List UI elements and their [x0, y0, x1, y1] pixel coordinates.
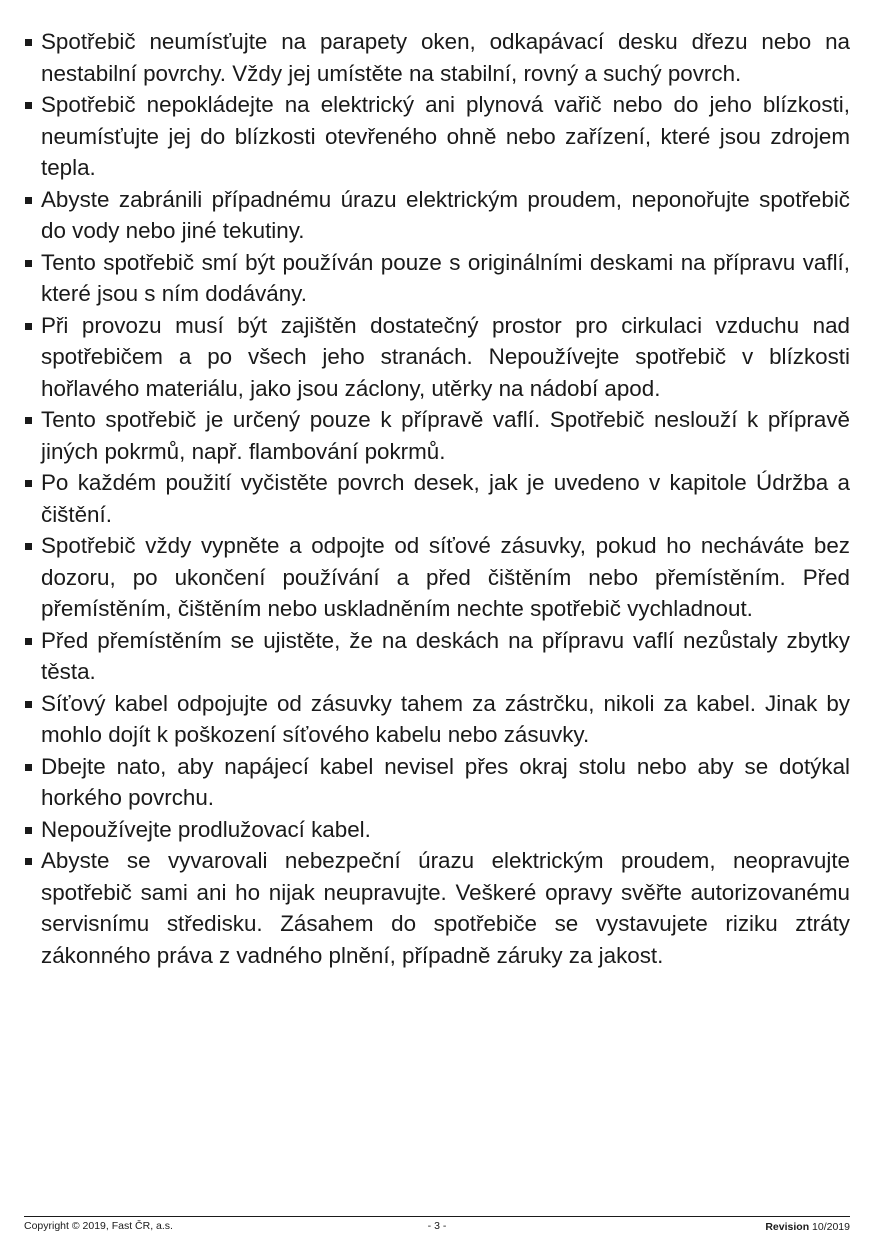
list-item-text: Spotřebič vždy vypněte a odpojte od síťové zásuvky, pokud ho necháváte bez dozoru, po ukončení používání a před čištěním nebo přemístěním. Před přemístěním, čištěním nebo uskladněním nechte spotřebič vychladnout. [41, 533, 850, 621]
square-bullet-icon [25, 701, 32, 708]
page-content [24, 26, 850, 971]
list-item-text: Tento spotřebič je určený pouze k přípravě vaflí. Spotřebič neslouží k přípravě jiných pokrmů, např. flambování pokrmů. [41, 407, 850, 464]
revision-label: Revision [765, 1221, 810, 1233]
revision-info [765, 1220, 850, 1234]
safety-instructions-list [24, 26, 850, 971]
square-bullet-icon [25, 858, 32, 865]
list-item-text: Spotřebič nepokládejte na elektrický ani plynová vařič nebo do jeho blízkosti, neumísťujte jej do blízkosti otevřeného ohně nebo zařízení, které jsou zdrojem tepla. [41, 92, 850, 180]
square-bullet-icon [25, 764, 32, 771]
list-item [24, 625, 850, 688]
list-item-text: Síťový kabel odpojujte od zásuvky tahem za zástrčku, nikoli za kabel. Jinak by mohlo dojít k poškození síťového kabelu nebo zásuvky. [41, 690, 850, 747]
list-item [24, 751, 850, 814]
square-bullet-icon [25, 417, 32, 424]
square-bullet-icon [25, 323, 32, 330]
list-item-text: Nepoužívejte prodlužovací kabel. [41, 816, 371, 842]
square-bullet-icon [25, 260, 32, 267]
list-item [24, 310, 850, 405]
list-item [24, 89, 850, 184]
revision-value: 10/2019 [812, 1221, 850, 1233]
list-item [24, 247, 850, 310]
list-item-text: Před přemístěním se ujistěte, že na deskách na přípravu vaflí nezůstaly zbytky těsta. [41, 627, 850, 684]
square-bullet-icon [25, 543, 32, 550]
list-item [24, 467, 850, 530]
list-item-text: Při provozu musí být zajištěn dostatečný prostor pro cirkulaci vzduchu nad spotřebičem a po všech jeho stranách. Nepoužívejte spotřebič v blízkosti hořlavého materiálu, jako jsou záclony, utěrky na nádobí apod. [41, 312, 850, 401]
list-item-text: Tento spotřebič smí být používán pouze s originálními deskami na přípravu vaflí, které jsou s ním dodávány. [41, 249, 850, 306]
list-item [24, 26, 850, 89]
list-item [24, 184, 850, 247]
square-bullet-icon [25, 480, 32, 487]
list-item-text: Abyste se vyvarovali nebezpeční úrazu elektrickým proudem, neopravujte spotřebič sami ani ho nijak neupravujte. Veškeré opravy svěřte autorizovanému servisnímu středisku. Zásahem do spotřebiče se vystavujete riziku ztráty zákonného práva z vadného plnění, případně záruky za jakost. [41, 848, 850, 968]
list-item-text: Abyste zabránili případnému úrazu elektrickým proudem, neponořujte spotřebič do vody nebo jiné tekutiny. [41, 186, 850, 243]
list-item [24, 814, 850, 846]
square-bullet-icon [25, 102, 32, 109]
square-bullet-icon [25, 197, 32, 204]
list-item [24, 845, 850, 971]
square-bullet-icon [25, 39, 32, 46]
page-footer [24, 1216, 850, 1233]
copyright-notice: Copyright © 2019, Fast ČR, a.s. [24, 1220, 173, 1232]
list-item-text: Spotřebič neumísťujte na parapety oken, odkapávací desku dřezu nebo na nestabilní povrchy. Vždy jej umístěte na stabilní, rovný a suchý povrch. [41, 29, 850, 86]
list-item [24, 404, 850, 467]
list-item-text: Po každém použití vyčistěte povrch desek, jak je uvedeno v kapitole Údržba a čištění. [41, 470, 850, 527]
square-bullet-icon [25, 827, 32, 834]
page-number: - 3 - [427, 1220, 447, 1232]
square-bullet-icon [25, 638, 32, 645]
list-item [24, 688, 850, 751]
list-item [24, 530, 850, 625]
list-item-text: Dbejte nato, aby napájecí kabel nevisel přes okraj stolu nebo aby se dotýkal horkého povrchu. [41, 753, 850, 810]
